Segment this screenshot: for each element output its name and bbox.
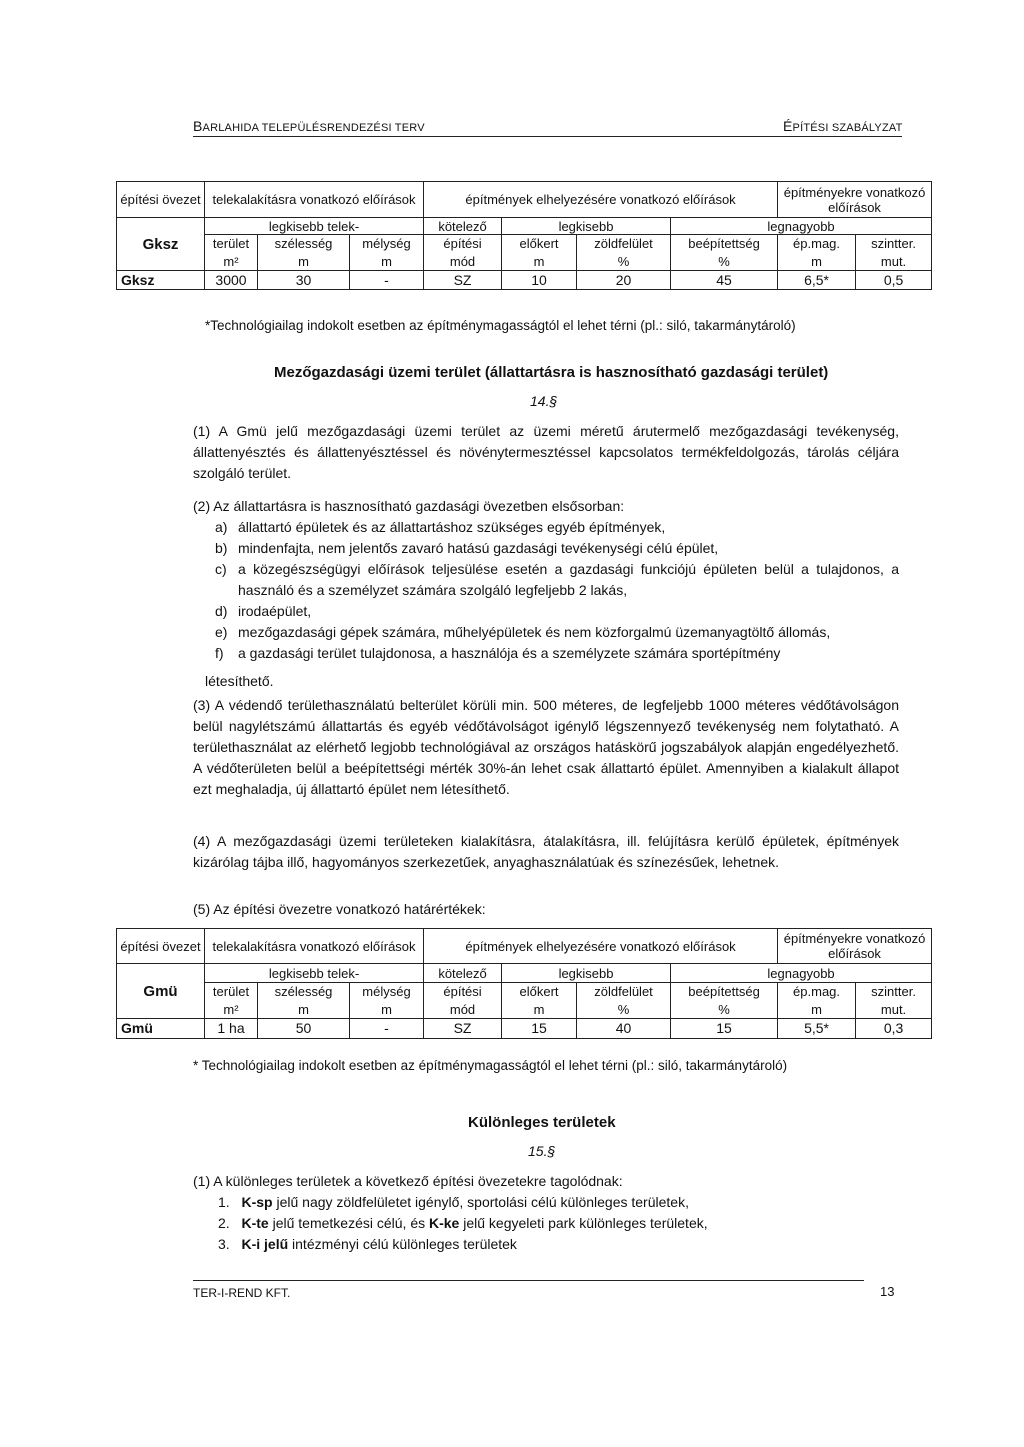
cell-front-yard: 15 bbox=[502, 1019, 577, 1039]
list-item bbox=[218, 1234, 517, 1255]
col-coverage: beépítettség bbox=[671, 983, 778, 1001]
header-minimum: legkisebb bbox=[502, 218, 671, 235]
unit-floor-ratio: mut. bbox=[856, 253, 932, 271]
unit-width: m bbox=[258, 253, 350, 271]
header-building-rules: építményekre vonatkozó előírások bbox=[778, 182, 932, 218]
cell-area: 1 ha bbox=[205, 1019, 258, 1039]
cell-mode: SZ bbox=[424, 1019, 502, 1039]
unit-height: m bbox=[778, 1001, 856, 1019]
zone-code: Gksz bbox=[117, 218, 205, 271]
col-front-yard: előkert bbox=[502, 983, 577, 1001]
section-14-title: Mezőgazdasági üzemi terület (állattartásra is hasznosítható gazdasági terület) bbox=[274, 364, 829, 381]
gksz-limits-table bbox=[116, 181, 932, 290]
list-item-text: jelű kegyeleti park különleges területek, bbox=[459, 1215, 708, 1231]
list-item-number: 3. bbox=[218, 1236, 230, 1252]
unit-coverage: % bbox=[671, 1001, 778, 1019]
zone-code-te: K-te bbox=[241, 1215, 269, 1231]
header-minimum: legkisebb bbox=[502, 964, 671, 983]
page-number: 13 bbox=[880, 1284, 895, 1299]
col-height: ép.mag. bbox=[778, 983, 856, 1001]
unit-mode: mód bbox=[424, 1001, 502, 1019]
cell-mode: SZ bbox=[424, 271, 502, 290]
col-area: terület bbox=[205, 235, 258, 253]
section-15-sign: 15.§ bbox=[528, 1143, 556, 1159]
zone-code-sp: K-sp bbox=[241, 1194, 273, 1210]
cell-width: 50 bbox=[258, 1019, 350, 1039]
col-mode: építési bbox=[424, 983, 502, 1001]
cell-green-area: 20 bbox=[577, 271, 671, 290]
zone-code-i: K-i jelű bbox=[241, 1236, 289, 1252]
col-mode: építési bbox=[424, 235, 502, 253]
list-item-text: jelű nagy zöldfelületet igénylő, sportolási célú különleges területek, bbox=[272, 1194, 689, 1210]
unit-front-yard: m bbox=[502, 1001, 577, 1019]
list-item-label: b) bbox=[215, 540, 228, 556]
unit-depth: m bbox=[350, 1001, 424, 1019]
col-green-area: zöldfelület bbox=[577, 983, 671, 1001]
unit-front-yard: m bbox=[502, 253, 577, 271]
cell-coverage: 15 bbox=[671, 1019, 778, 1039]
unit-width: m bbox=[258, 1001, 350, 1019]
header-document-title: BARLAHIDA TELEPÜLÉSRENDEZÉSI TERV bbox=[193, 118, 425, 134]
unit-coverage: % bbox=[671, 253, 778, 271]
unit-depth: m bbox=[350, 253, 424, 271]
cell-green-area: 40 bbox=[577, 1019, 671, 1039]
header-zone: építési övezet bbox=[117, 182, 205, 218]
list-item bbox=[218, 1192, 689, 1213]
unit-mode: mód bbox=[424, 253, 502, 271]
footer-rule bbox=[193, 1280, 864, 1281]
col-height: ép.mag. bbox=[778, 235, 856, 253]
unit-green-area: % bbox=[577, 1001, 671, 1019]
section-14-sign: 14.§ bbox=[530, 393, 558, 409]
unit-area: m² bbox=[205, 253, 258, 271]
paragraph-2-intro: (2) Az állattartásra is hasznosítható gazdasági övezetben elsősorban: bbox=[193, 498, 625, 514]
header-maximum: legnagyobb bbox=[671, 218, 932, 235]
header-zone: építési övezet bbox=[117, 929, 205, 964]
section-15-intro: (1) A különleges területek a következő építési övezetekre tagolódnak: bbox=[193, 1173, 623, 1189]
list-item-number: 2. bbox=[218, 1215, 230, 1231]
header-placement-rules: építmények elhelyezésére vonatkozó előírások bbox=[424, 182, 778, 218]
header-min-plot: legkisebb telek- bbox=[205, 218, 424, 235]
header-maximum: legnagyobb bbox=[671, 964, 932, 983]
list-item bbox=[218, 1213, 708, 1234]
header-min-plot: legkisebb telek- bbox=[205, 964, 424, 983]
list-item-label: e) bbox=[215, 624, 228, 640]
col-depth: mélység bbox=[350, 235, 424, 253]
header-building-rules: építményekre vonatkozó előírások bbox=[778, 929, 932, 964]
header-plot-rules: telekalakításra vonatkozó előírások bbox=[205, 182, 424, 218]
col-width: szélesség bbox=[258, 983, 350, 1001]
cell-height: 5,5* bbox=[778, 1019, 856, 1039]
list-item-label: c) bbox=[215, 561, 227, 577]
list-item-text: a közegészségügyi előírások teljesülése esetén a gazdasági funkciójú épületen belül a tulajdonos, a használó és a személyzet számára szolgáló legfeljebb 2 lakás, bbox=[238, 561, 899, 598]
col-floor-ratio: szintter. bbox=[856, 235, 932, 253]
cell-coverage: 45 bbox=[671, 271, 778, 290]
paragraph-3: (3) A védendő területhasználatú belterület körüli min. 500 méteres, de legfeljebb 1000 méteres védőtávolságon belül nagylétszámú állattartás és egyéb védőtávolságot igénylő légszennyező tevékenység nem folytatható. A területhasználat az elérhető legjobb technológiával az országos hatáskörű jogszabályok alapján engedélyezhető. A védőterületen belül a beépítettségi mérték 30%-án lehet csak állattartó épület. Amennyiben a kialakult állapot ezt meghaladja, új állattartó épület nem létesíthető. bbox=[193, 697, 899, 797]
list-item-text: a gazdasági terület tulajdonosa, a használója és a személyzete számára sportépítmény bbox=[238, 645, 781, 661]
header-section-title: ÉPÍTÉSI SZABÁLYZAT bbox=[783, 118, 903, 134]
list-item-label: d) bbox=[215, 603, 228, 619]
unit-floor-ratio: mut. bbox=[856, 1001, 932, 1019]
paragraph-1: (1) A Gmü jelű mezőgazdasági üzemi terület az üzemi méretű árutermelő mezőgazdasági tevékenység, állattenyésztés és állattenyésztéssel és növénytermesztéssel kapcsolatos termékfeldolgozás, tárolás céljára szolgáló terület. bbox=[193, 423, 899, 481]
list-item-text: intézményi célú különleges területek bbox=[288, 1236, 517, 1252]
list-item-text: irodaépület, bbox=[238, 603, 312, 619]
zone-code-ke: K-ke bbox=[429, 1215, 460, 1231]
list-item-label: f) bbox=[215, 645, 224, 661]
unit-area: m² bbox=[205, 1001, 258, 1019]
table2-footnote: * Technológiailag indokolt esetben az építménymagasságtól el lehet térni (pl.: siló, takarmánytároló) bbox=[193, 1058, 788, 1073]
col-width: szélesség bbox=[258, 235, 350, 253]
table1-footnote: *Technológiailag indokolt esetben az építménymagasságtól el lehet térni (pl.: siló, takarmánytároló) bbox=[205, 318, 796, 333]
list-item-number: 1. bbox=[218, 1194, 230, 1210]
header-mandatory: kötelező bbox=[424, 964, 502, 983]
cell-front-yard: 10 bbox=[502, 271, 577, 290]
cell-height: 6,5* bbox=[778, 271, 856, 290]
col-area: terület bbox=[205, 983, 258, 1001]
row-zone: Gksz bbox=[117, 271, 205, 290]
header-mandatory: kötelező bbox=[424, 218, 502, 235]
cell-floor-ratio: 0,5 bbox=[856, 271, 932, 290]
list-item-text: mezőgazdasági gépek számára, műhelyépületek és nem közforgalmú üzemanyagtöltő állomás, bbox=[238, 624, 831, 640]
unit-height: m bbox=[778, 253, 856, 271]
list-item-text: jelű temetkezési célú, és bbox=[268, 1215, 429, 1231]
col-floor-ratio: szintter. bbox=[856, 983, 932, 1001]
zone-code: Gmü bbox=[117, 964, 205, 1019]
cell-depth: - bbox=[350, 1019, 424, 1039]
col-green-area: zöldfelület bbox=[577, 235, 671, 253]
footer-company: TER-I-REND KFT. bbox=[193, 1286, 291, 1300]
paragraph-4: (4) A mezőgazdasági üzemi területeken kialakításra, átalakításra, ill. felújításra kerülő épületek, építmények kizárólag tájba illő, hagyományos szerkezetűek, anyaghasználatúak és színezésűek, lehetnek. bbox=[193, 833, 899, 870]
paragraph-2-end: létesíthető. bbox=[205, 673, 274, 689]
col-front-yard: előkert bbox=[502, 235, 577, 253]
row-zone: Gmü bbox=[117, 1019, 205, 1039]
unit-green-area: % bbox=[577, 253, 671, 271]
cell-depth: - bbox=[350, 271, 424, 290]
section-15-title: Különleges területek bbox=[468, 1114, 616, 1131]
list-item-text: állattartó épületek és az állattartáshoz szükséges egyéb építmények, bbox=[238, 519, 666, 535]
list-item-text: mindenfajta, nem jelentős zavaró hatású gazdasági tevékenységi célú épület, bbox=[238, 540, 719, 556]
header-rule bbox=[193, 136, 902, 137]
list-item-label: a) bbox=[215, 519, 228, 535]
cell-area: 3000 bbox=[205, 271, 258, 290]
col-coverage: beépítettség bbox=[671, 235, 778, 253]
gmu-limits-table bbox=[116, 928, 932, 1039]
cell-width: 30 bbox=[258, 271, 350, 290]
col-depth: mélység bbox=[350, 983, 424, 1001]
header-placement-rules: építmények elhelyezésére vonatkozó előírások bbox=[424, 929, 778, 964]
cell-floor-ratio: 0,3 bbox=[856, 1019, 932, 1039]
paragraph-5: (5) Az építési övezetre vonatkozó határértékek: bbox=[193, 901, 486, 917]
header-plot-rules: telekalakításra vonatkozó előírások bbox=[205, 929, 424, 964]
